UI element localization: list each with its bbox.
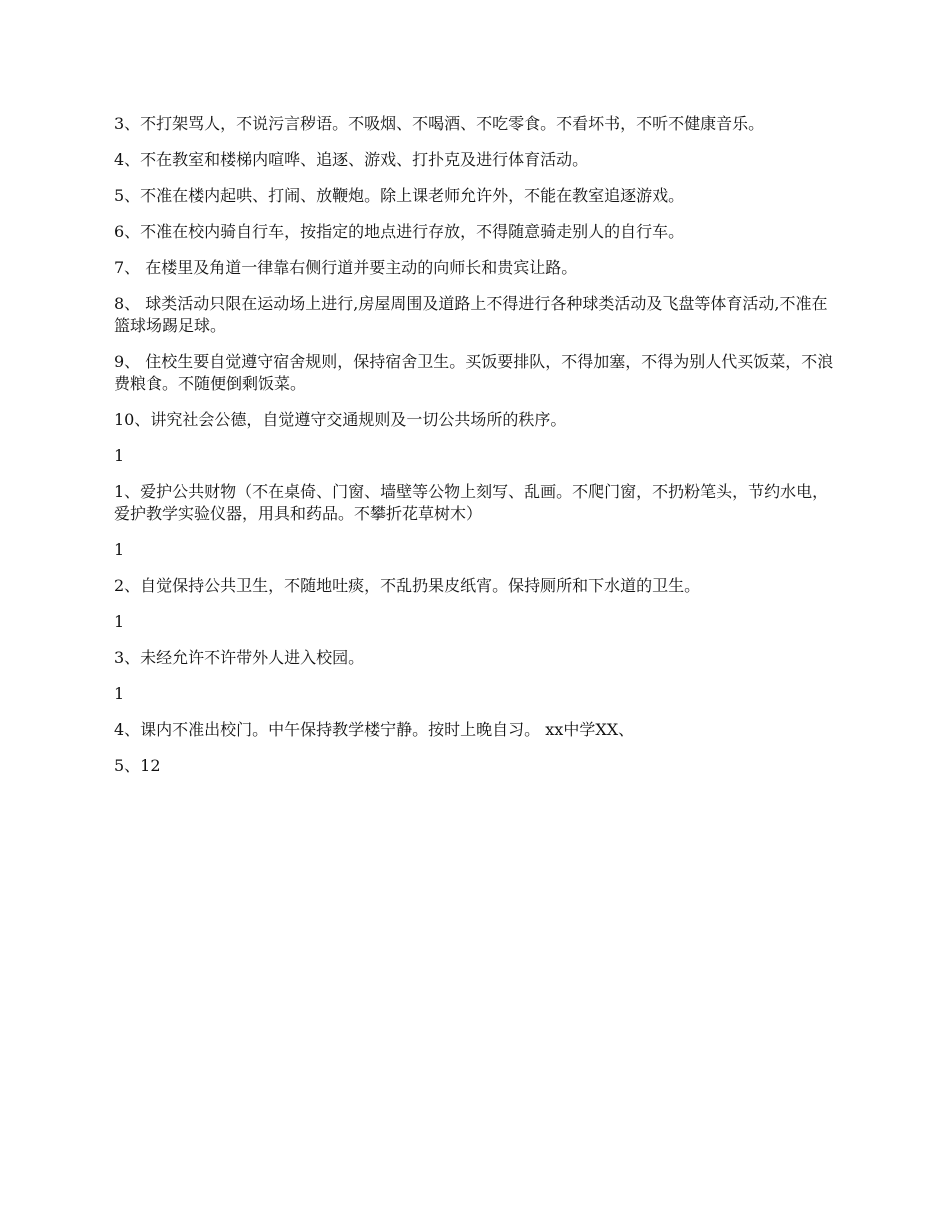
paragraph-rule-2-hygiene: 2、自觉保持公共卫生，不随地吐痰，不乱扔果皮纸宵。保持厕所和下水道的卫生。 (114, 576, 701, 595)
paragraph-rule-3-visitors: 3、未经允许不许带外人进入校园。 (114, 648, 365, 667)
paragraph-rule-1-property: 1、爱护公共财物（不在桌倚、门窗、墙壁等公物上刻写、乱画。不爬门窗，不扔粉笔头，节约水电，爱护教学实验仪器，用具和药品。不攀折花草树木） (114, 482, 829, 523)
paragraph-rule-10-public-order: 10、讲究社会公德，自觉遵守交通规则及一切公共场所的秩序。 (114, 410, 567, 429)
paragraph-rule-4-school-gate: 4、课内不准出校门。中午保持教学楼宁静。按时上晚自习。 xx中学XX、 (114, 720, 635, 739)
document-body (114, 113, 840, 791)
paragraph-date-line: 5、12 (114, 756, 161, 775)
paragraph-section-number: 1 (114, 446, 125, 465)
paragraph-rule-5-building: 5、不准在楼内起哄、打闹、放鞭炮。除上课老师允许外，不能在教室追逐游戏。 (114, 186, 685, 205)
paragraph-rule-4-noise: 4、不在教室和楼梯内喧哗、追逐、游戏、打扑克及进行体育活动。 (114, 150, 589, 169)
paragraph-rule-3-conduct: 3、不打架骂人，不说污言秽语。不吸烟、不喝酒、不吃零食。不看坏书，不听不健康音乐。 (114, 114, 765, 133)
paragraph-rule-6-bicycle: 6、不准在校内骑自行车，按指定的地点进行存放，不得随意骑走别人的自行车。 (114, 222, 685, 241)
paragraph-rule-9-dormitory: 9、 住校生要自觉遵守宿舍规则，保持宿舍卫生。买饭要排队，不得加塞，不得为别人代买饭菜，不浪费粮食。不随便倒剩饭菜。 (114, 352, 834, 393)
paragraph-section-number: 1 (114, 684, 125, 703)
paragraph-section-number: 1 (114, 612, 125, 631)
paragraph-section-number: 1 (114, 540, 125, 559)
paragraph-rule-8-ball-games: 8、 球类活动只限在运动场上进行,房屋周围及道路上不得进行各种球类活动及飞盘等体育活动,不准在篮球场踢足球。 (114, 294, 828, 335)
paragraph-rule-7-walkway: 7、 在楼里及角道一律靠右侧行道并要主动的向师长和贵宾让路。 (114, 258, 578, 277)
